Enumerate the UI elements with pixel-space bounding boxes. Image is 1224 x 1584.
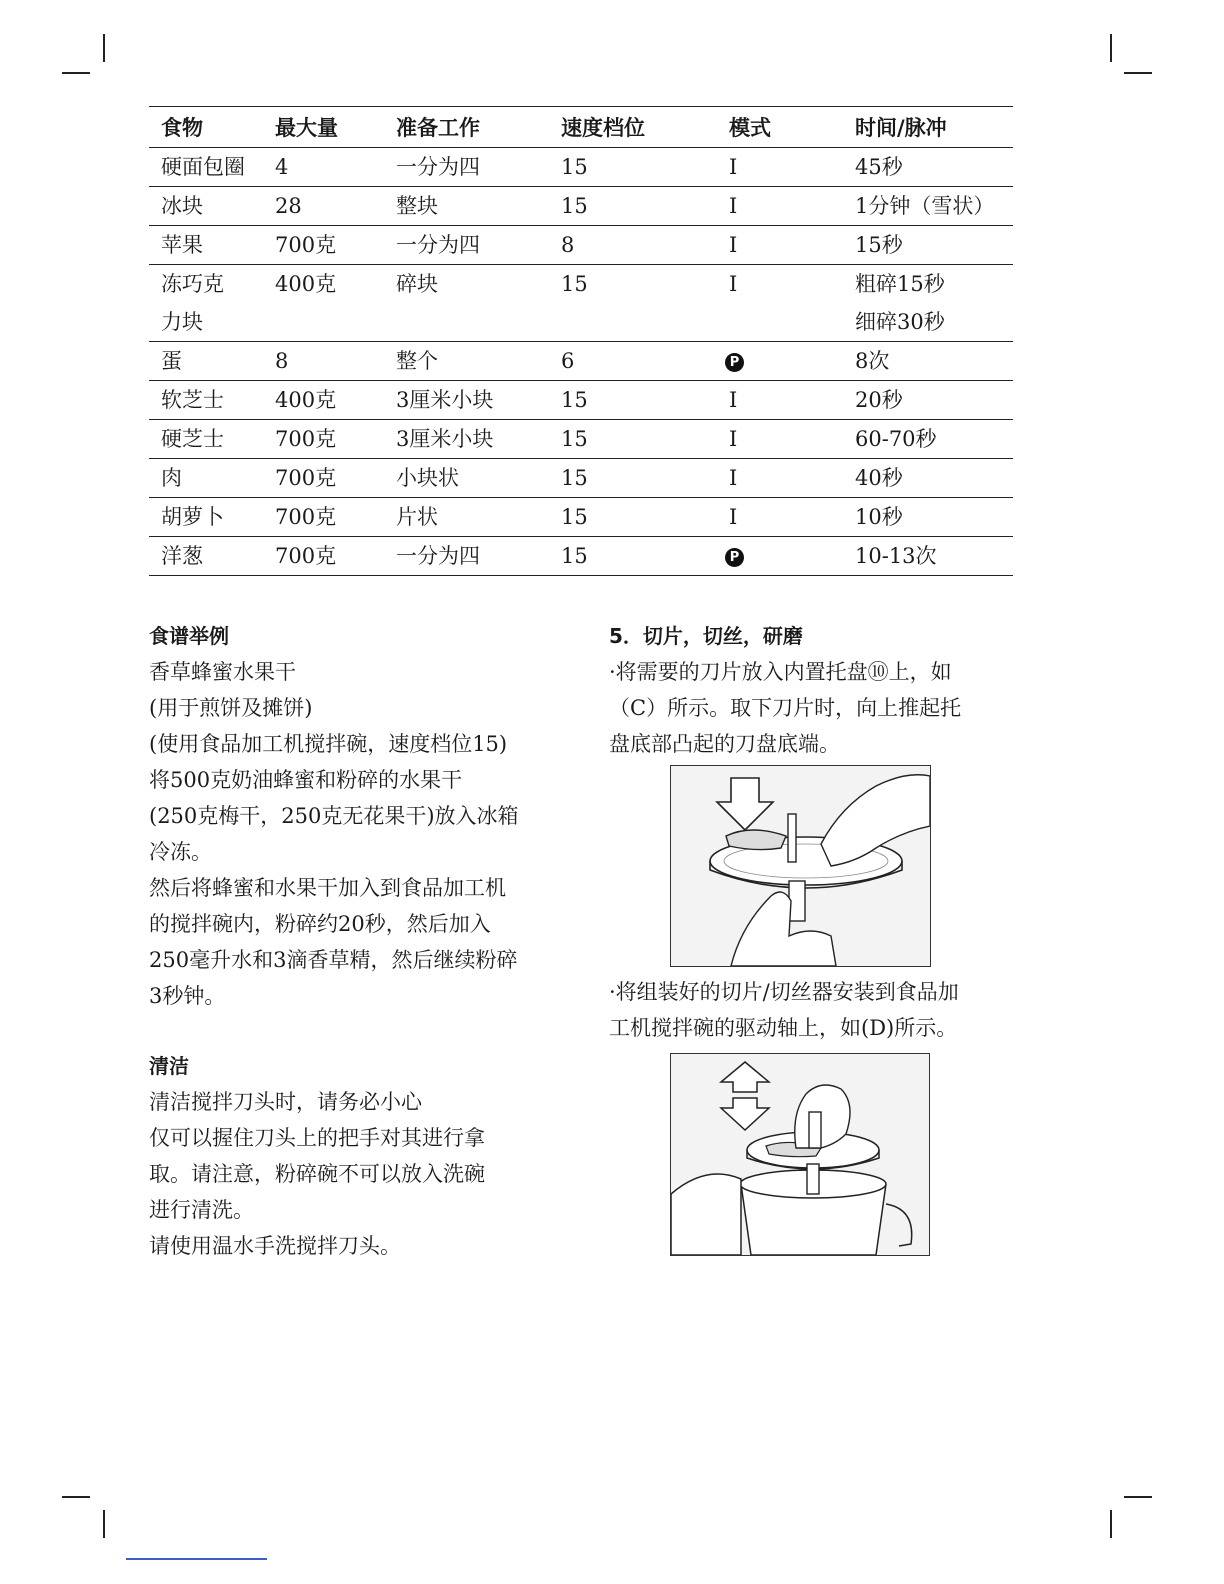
section5-heading: 5．切片，切丝，研磨 <box>609 624 803 648</box>
cell-prep: 片状 <box>396 505 438 529</box>
cell-max: 400克 <box>275 388 337 412</box>
table-row <box>149 342 1013 381</box>
cell-food: 硬芝士 <box>161 427 224 451</box>
cell-time-line1: 粗碎15秒 <box>855 272 945 296</box>
cell-speed: 8 <box>561 233 575 257</box>
cell-max: 700克 <box>275 233 337 257</box>
cell-time: 10-13次 <box>855 544 937 568</box>
figure-c-blade-tray <box>670 765 931 967</box>
cell-mode: I <box>729 466 738 490</box>
cell-food: 肉 <box>161 466 182 490</box>
cell-max: 8 <box>275 349 289 373</box>
cell-food: 软芝士 <box>161 388 224 412</box>
cell-prep: 整块 <box>396 194 438 218</box>
cell-food: 洋葱 <box>161 544 203 568</box>
cell-food: 冰块 <box>161 194 203 218</box>
section5-para1-line: （C）所示。取下刀片时，向上推起托 <box>609 696 962 720</box>
table-row <box>149 187 1013 226</box>
crop-mark <box>103 34 105 62</box>
header-prep: 准备工作 <box>396 116 480 140</box>
cell-max: 700克 <box>275 466 337 490</box>
cell-food <box>149 265 263 342</box>
cell-max: 400克 <box>275 272 337 296</box>
cell-food: 硬面包圈 <box>161 155 245 179</box>
recipe-line: 香草蜂蜜水果干 <box>149 660 296 684</box>
cell-speed: 15 <box>561 194 588 218</box>
cell-time: 45秒 <box>855 155 903 179</box>
cell-prep: 3厘米小块 <box>396 427 494 451</box>
table-header-row <box>149 107 1013 148</box>
table-row <box>149 226 1013 265</box>
table-row <box>149 381 1013 420</box>
cell-max: 700克 <box>275 505 337 529</box>
cell-mode: I <box>729 388 738 412</box>
cell-time: 15秒 <box>855 233 903 257</box>
figure-d-slicer-assembly <box>670 1053 930 1256</box>
recipe-line: 然后将蜂蜜和水果干加入到食品加工机 <box>149 876 506 900</box>
cell-prep: 一分为四 <box>396 233 480 257</box>
cell-speed: 15 <box>561 155 588 179</box>
cleaning-line: 仅可以握住刀头上的把手对其进行拿 <box>149 1126 485 1150</box>
cell-prep: 3厘米小块 <box>396 388 494 412</box>
cell-food: 苹果 <box>161 233 203 257</box>
cell-time-line2: 细碎30秒 <box>855 310 945 334</box>
recipe-heading: 食谱举例 <box>149 624 229 648</box>
table-row <box>149 420 1013 459</box>
cell-time: 8次 <box>855 349 890 373</box>
section5-para1-line: ·将需要的刀片放入内置托盘⑩上，如 <box>609 660 952 684</box>
cell-mode: I <box>729 505 738 529</box>
cell-time <box>843 265 1013 342</box>
cell-mode: I <box>729 233 738 257</box>
cleaning-line: 进行清洗。 <box>149 1198 254 1222</box>
cleaning-heading: 清洁 <box>149 1054 189 1078</box>
cell-max: 700克 <box>275 427 337 451</box>
cell-speed: 15 <box>561 272 588 296</box>
recipe-line: (用于煎饼及摊饼) <box>149 696 313 720</box>
cell-speed: 15 <box>561 388 588 412</box>
recipe-line: 的搅拌碗内，粉碎约20秒，然后加入 <box>149 912 491 936</box>
table-row <box>149 265 1013 342</box>
pulse-mode-icon: P <box>725 548 744 567</box>
cell-mode: I <box>729 427 738 451</box>
recipe-line: (使用食品加工机搅拌碗，速度档位15) <box>149 732 508 756</box>
header-max: 最大量 <box>275 116 338 140</box>
crop-mark <box>62 72 90 74</box>
cell-speed: 15 <box>561 544 588 568</box>
cell-food-text: 冻巧克力块 <box>161 272 224 334</box>
cell-prep: 一分为四 <box>396 155 480 179</box>
food-processing-table <box>149 106 1013 576</box>
cell-mode <box>717 537 843 576</box>
right-column-lower <box>609 974 1039 1046</box>
recipe-line: 将500克奶油蜂蜜和粉碎的水果干 <box>149 768 463 792</box>
cell-time: 20秒 <box>855 388 903 412</box>
cell-speed: 15 <box>561 466 588 490</box>
cleaning-line: 清洁搅拌刀头时，请务必小心 <box>149 1090 422 1114</box>
cell-time: 10秒 <box>855 505 903 529</box>
recipe-line: 3秒钟。 <box>149 984 226 1008</box>
header-food: 食物 <box>161 116 203 140</box>
recipe-line: 冷冻。 <box>149 840 212 864</box>
cell-speed: 6 <box>561 349 575 373</box>
bottom-rule <box>126 1558 267 1560</box>
cell-prep: 小块状 <box>396 466 459 490</box>
crop-mark <box>1110 1510 1112 1538</box>
cell-prep: 碎块 <box>396 272 438 296</box>
cell-max: 28 <box>275 194 302 218</box>
cell-food: 蛋 <box>161 349 182 373</box>
crop-mark <box>1124 72 1152 74</box>
right-column <box>609 618 1039 762</box>
table-row <box>149 148 1013 187</box>
cell-mode: I <box>729 194 738 218</box>
slicer-assembly-illustration <box>671 1054 929 1255</box>
section5-para1-line: 盘底部凸起的刀盘底端。 <box>609 732 840 756</box>
pulse-mode-icon: P <box>725 353 744 372</box>
cell-prep: 一分为四 <box>396 544 480 568</box>
cell-time: 60-70秒 <box>855 427 937 451</box>
header-speed: 速度档位 <box>561 116 645 140</box>
cell-speed: 15 <box>561 427 588 451</box>
blade-tray-illustration <box>671 766 930 966</box>
table-row <box>149 459 1013 498</box>
crop-mark <box>1110 34 1112 62</box>
section5-para2-line: ·将组装好的切片/切丝器安装到食品加 <box>609 980 959 1004</box>
section5-para2-line: 工机搅拌碗的驱动轴上，如(D)所示。 <box>609 1016 958 1040</box>
cell-time: 40秒 <box>855 466 903 490</box>
cell-time: 1分钟（雪状） <box>855 194 995 218</box>
table-row <box>149 498 1013 537</box>
cleaning-line: 请使用温水手洗搅拌刀头。 <box>149 1234 401 1258</box>
crop-mark <box>103 1510 105 1538</box>
cell-mode: I <box>729 272 738 296</box>
recipe-line: 250毫升水和3滴香草精，然后继续粉碎 <box>149 948 518 972</box>
table-row <box>149 537 1013 576</box>
cell-max: 4 <box>275 155 289 179</box>
crop-mark <box>62 1496 90 1498</box>
left-column <box>149 618 569 1264</box>
cell-mode <box>717 342 843 381</box>
cleaning-line: 取。请注意，粉碎碗不可以放入洗碗 <box>149 1162 485 1186</box>
crop-mark <box>1124 1496 1152 1498</box>
recipe-line: (250克梅干，250克无花果干)放入冰箱 <box>149 804 519 828</box>
cell-max: 700克 <box>275 544 337 568</box>
cell-speed: 15 <box>561 505 588 529</box>
cell-mode: I <box>729 155 738 179</box>
cell-prep: 整个 <box>396 349 438 373</box>
header-mode: 模式 <box>729 116 771 140</box>
cell-food: 胡萝卜 <box>161 505 224 529</box>
header-time: 时间/脉冲 <box>855 116 947 140</box>
